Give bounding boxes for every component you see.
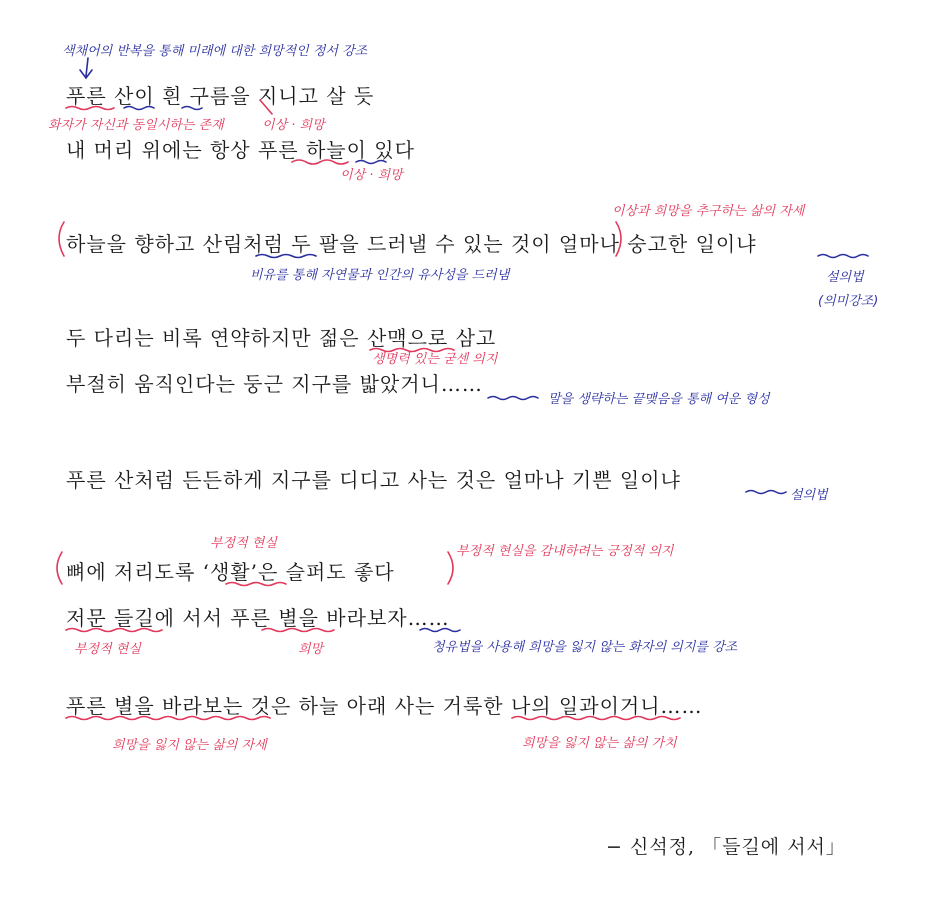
- annotation-red-5: 생명력 있는 굳센 의지: [372, 352, 498, 367]
- wavy-ilinya-line3: [818, 255, 868, 258]
- annotation-red-2: 이상 · 희망: [262, 118, 325, 133]
- annotation-blue-7: 청유법을 사용해 희망을 잃지 않는 화자의 의지를 강조: [432, 640, 738, 655]
- annotation-blue-6: 설의법: [790, 488, 828, 503]
- annotation-red-11: 희망을 잃지 않는 삶의 가치: [522, 736, 677, 751]
- arrow-top-note: [80, 58, 92, 78]
- poem-line-7: 뼈에 저리도록 ‘생활’은 슬퍼도 좋다: [66, 560, 395, 584]
- annotation-blue-3: 설의법: [826, 270, 864, 285]
- poem-line-1: 푸른 산이 흰 구름을 지니고 살 듯: [66, 84, 375, 108]
- annotation-red-3: 이상 · 희망: [340, 168, 403, 183]
- annotation-blue-5: 말을 생략하는 끝맺음을 통해 여운 형성: [548, 392, 770, 407]
- annotation-red-10: 희망을 잃지 않는 삶의 자세: [112, 738, 267, 753]
- poem-line-6: 푸른 산처럼 든든하게 지구를 디디고 사는 것은 얼마나 기쁜 일이냐: [66, 468, 681, 492]
- poem-line-8: 저문 들길에 서서 푸른 별을 바라보자……: [66, 606, 450, 630]
- poem-line-4: 두 다리는 비록 연약하지만 젊은 산맥으로 삼고: [66, 326, 497, 350]
- annotation-red-9: 희망: [298, 642, 324, 657]
- annotation-blue-4: (의미강조): [818, 294, 879, 309]
- annotation-red-7: 부정적 현실을 감내하려는 긍정적 의지: [456, 544, 674, 559]
- annotation-red-6: 부정적 현실: [210, 536, 277, 551]
- paren-close-line7: [448, 552, 453, 584]
- wavy-ellipsis-line5: [488, 397, 538, 400]
- paren-open-line3: [59, 222, 64, 256]
- poem-line-5: 부절히 움직인다는 둥근 지구를 밟았거니……: [66, 372, 483, 396]
- poem-line-9: 푸른 별을 바라보는 것은 하늘 아래 사는 거룩한 나의 일과이거니……: [66, 694, 703, 718]
- wavy-ilinya-line6: [746, 491, 786, 494]
- paren-open-line7: [57, 552, 62, 584]
- poem-line-3: 하늘을 향하고 산림처럼 두 팔을 드러낼 수 있는 것이 얼마나 숭고한 일이냐: [66, 232, 757, 256]
- poem-attribution: − 신석정, 「들길에 서서」: [606, 836, 846, 858]
- annotation-red-8: 부정적 현실: [74, 642, 141, 657]
- annotation-blue-2: 비유를 통해 자연물과 인간의 유사성을 드러냄: [250, 268, 510, 283]
- poem-line-2: 내 머리 위에는 항상 푸른 하늘이 있다: [66, 138, 415, 162]
- annotation-red-1: 화자가 자신과 동일시하는 존재: [48, 118, 224, 133]
- annotation-blue-1: 색채어의 반복을 통해 미래에 대한 희망적인 정서 강조: [62, 44, 368, 59]
- annotation-red-4: 이상과 희망을 추구하는 삶의 자세: [612, 204, 805, 219]
